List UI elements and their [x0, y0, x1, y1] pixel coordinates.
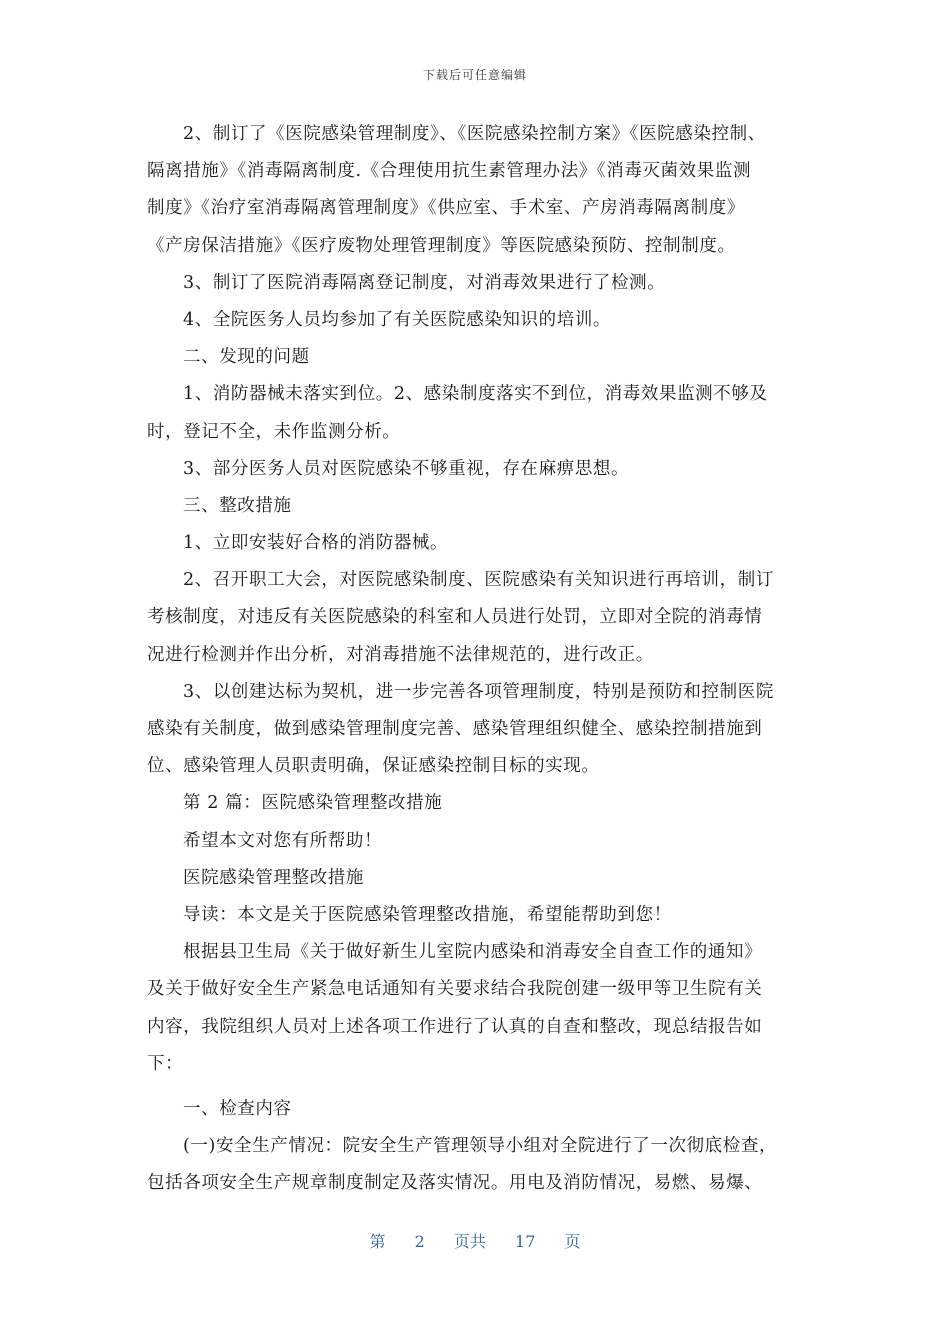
text-line: 一、检查内容 — [183, 1098, 292, 1119]
text-line: 隔离措施》《消毒隔离制度.《合理使用抗生素管理办法》《消毒灭菌效果监测 — [147, 161, 752, 182]
text-line: 下： — [147, 1053, 184, 1074]
text-line: 3、制订了医院消毒隔离登记制度，对消毒效果进行了检测。 — [183, 272, 666, 293]
text-line: 希望本文对您有所帮助！ — [183, 830, 383, 851]
text-line: 第 2 篇：医院感染管理整改措施 — [183, 793, 443, 814]
text-line: 包括各项安全生产规章制度制定及落实情况。用电及消防情况，易燃、易爆、 — [147, 1173, 763, 1194]
text-line: 制度》《治疗室消毒隔离管理制度》《供应室、手术室、产房消毒隔离制度》 — [147, 198, 745, 219]
text-line: 二、发现的问题 — [183, 347, 310, 368]
text-line: 位、感染管理人员职责明确，保证感染控制目标的实现。 — [147, 756, 600, 777]
text-line: 2、制订了《医院感染管理制度》、《医院感染控制方案》《医院感染控制、 — [183, 124, 766, 144]
text-line: 导读：本文是关于医院感染管理整改措施，希望能帮助到您！ — [183, 904, 672, 925]
footer-label-page: 第 — [369, 1232, 386, 1251]
text-line: 4、全院医务人员均参加了有关医院感染知识的培训。 — [183, 309, 612, 330]
text-line: 及关于做好安全生产紧急电话通知有关要求结合我院创建一级甲等卫生院有关 — [147, 979, 763, 1000]
text-line: 时，登记不全，未作监测分析。 — [147, 421, 401, 442]
text-line: 内容，我院组织人员对上述各项工作进行了认真的自查和整改，现总结报告如 — [147, 1016, 763, 1037]
text-line: 根据县卫生局《关于做好新生儿室院内感染和消毒安全自查工作的通知》 — [183, 942, 763, 963]
text-line: 况进行检测并作出分析，对消毒措施不法律规范的，进行改正。 — [147, 644, 654, 665]
page-footer — [0, 1229, 950, 1252]
text-line: 1、立即安装好合格的消防器械。 — [183, 533, 449, 554]
text-line: 3、部分医务人员对医院感染不够重视，存在麻痹思想。 — [183, 458, 630, 479]
text-line: 1、消防器械未落实到位。2、感染制度落实不到位，消毒效果监测不够及 — [183, 384, 768, 405]
text-line: 3、以创建达标为契机，进一步完善各项管理制度，特别是预防和控制医院 — [183, 681, 774, 702]
footer-label-end: 页 — [564, 1232, 581, 1251]
paragraph-gap — [147, 1083, 807, 1091]
document-body — [147, 116, 807, 1202]
page-header: 下载后可任意编辑 — [422, 68, 527, 82]
text-line: 医院感染管理整改措施 — [183, 867, 364, 888]
text-line: 2、召开职工大会，对医院感染制度、医院感染有关知识进行再培训，制订 — [183, 570, 774, 591]
text-line: 感染有关制度，做到感染管理制度完善、感染管理组织健全、感染控制措施到 — [147, 719, 763, 739]
footer-current-page: 2 — [414, 1232, 425, 1251]
text-line: (一)安全生产情况：院安全生产管理领导小组对全院进行了一次彻底检查， — [183, 1136, 778, 1157]
footer-total-pages: 17 — [515, 1232, 536, 1251]
text-line: 三、整改措施 — [183, 495, 292, 516]
footer-label-total: 页共 — [453, 1232, 486, 1251]
text-line: 考核制度，对违反有关医院感染的科室和人员进行处罚，立即对全院的消毒情 — [147, 607, 763, 628]
text-line: 《产房保洁措施》《医疗废物处理管理制度》等医院感染预防、控制制度。 — [147, 235, 736, 256]
